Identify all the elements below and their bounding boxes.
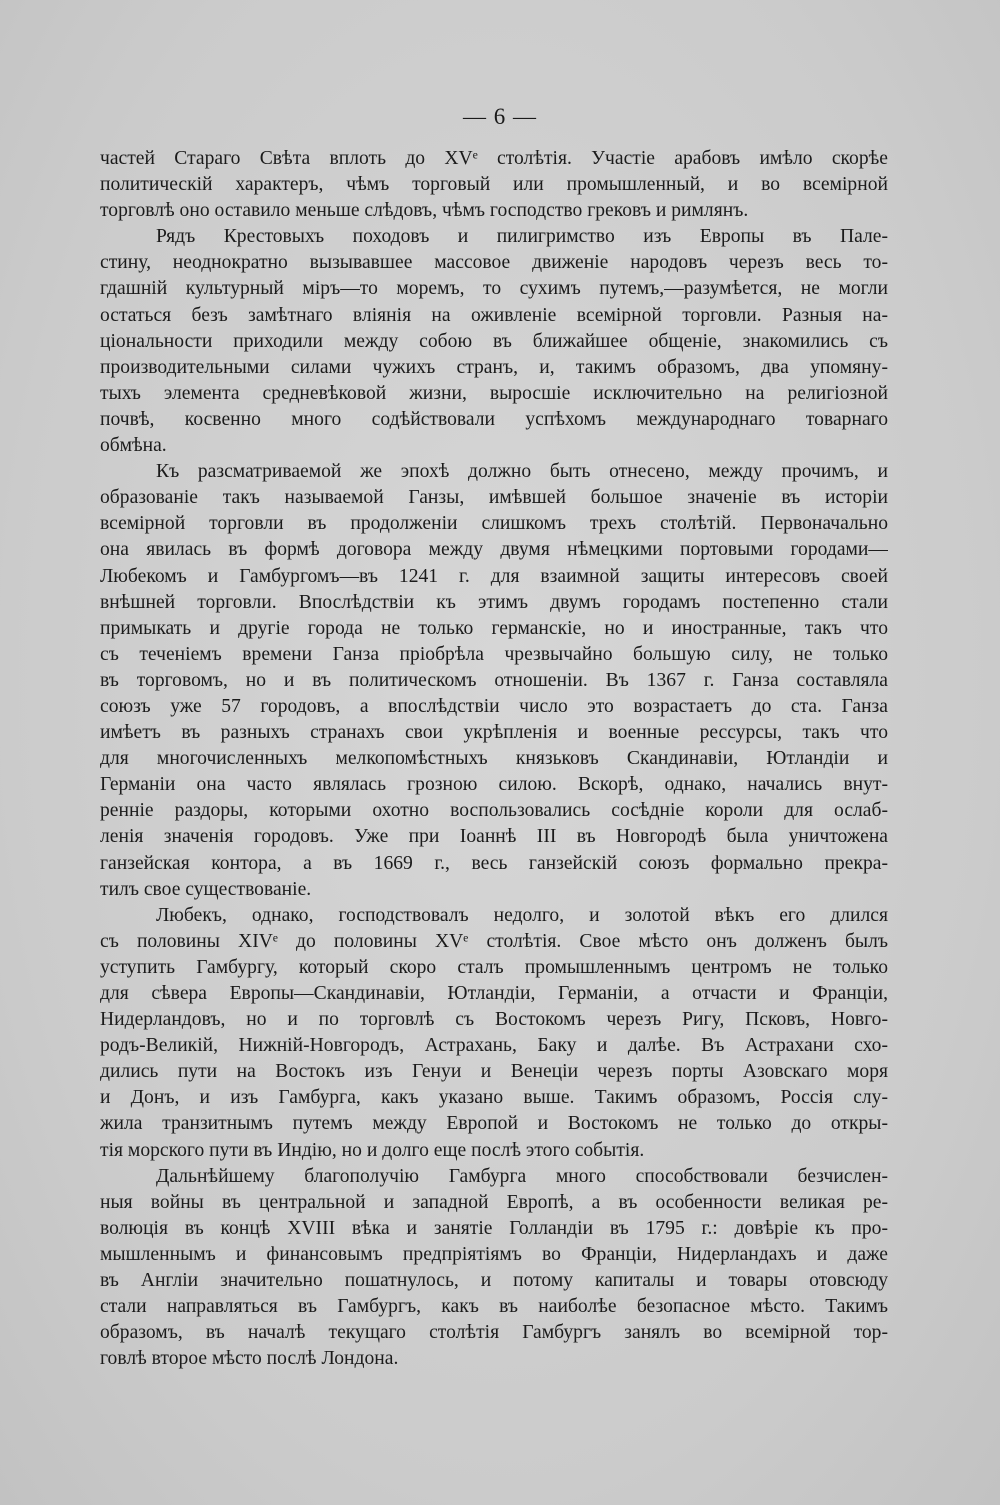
text-line: уступить Гамбургу, который скоро сталъ промышленнымъ центромъ не только — [100, 956, 888, 978]
text-line: внѣшней торговли. Впослѣдствіи къ этимъ двумъ городамъ постепенно стали — [100, 591, 888, 613]
text-line: союзъ уже 57 городовъ, а впослѣдствіи число это возрастаетъ до ста. Ганза — [100, 695, 888, 717]
text-line: стали направляться въ Гамбургъ, какъ въ наиболѣе безопасное мѣсто. Такимъ — [100, 1296, 888, 1318]
text-line: стину, неоднократно вызывавшее массовое движеніе народовъ черезъ весь то- — [100, 252, 888, 274]
text-line: производительными силами чужихъ странъ, и, такимъ образомъ, два упомяну- — [100, 356, 888, 378]
text-line: Рядъ Крестовыхъ походовъ и пилигримство изъ Европы въ Пале- — [156, 226, 888, 248]
text-line: торговлѣ оно оставило меньше слѣдовъ, чѣмъ господство грековъ и римлянъ. — [100, 200, 749, 222]
text-line: волюція въ концѣ XVIII вѣка и занятіе Голландіи въ 1795 г.: довѣріе къ про- — [100, 1217, 888, 1239]
text-line: остаться безъ замѣтнаго вліянія на оживленіе всемірной торговли. Разныя на- — [100, 304, 888, 326]
text-line: тыхъ элемента средневѣковой жизни, выросшіе исключительно на религіозной — [100, 382, 888, 404]
text-line: гдашній культурный міръ—то моремъ, то сухимъ путемъ,—разумѣется, не могли — [100, 278, 888, 300]
text-line: всемірной торговли въ продолженіи слишкомъ трехъ столѣтій. Первоначально — [100, 513, 888, 535]
text-line: ганзейская контора, а въ 1669 г., весь ганзейскій союзъ формально прекра- — [100, 852, 888, 874]
text-line: говлѣ второе мѣсто послѣ Лондона. — [100, 1348, 399, 1370]
text-line: для многочисленныхъ мелкопомѣстныхъ князьковъ Скандинавіи, Ютландіи и — [100, 748, 888, 770]
text-line: жила транзитнымъ путемъ между Европой и Востокомъ не только до откры- — [100, 1113, 888, 1135]
text-line: ренніе раздоры, которыми охотно воспользовались сосѣдніе короли для ослаб- — [100, 800, 888, 822]
text-line: Любекъ, однако, господствовалъ недолго, и золотой вѣкъ его длился — [156, 904, 888, 926]
text-line: образованіе такъ называемой Ганзы, имѣвшей большое значеніе въ исторіи — [100, 487, 888, 509]
text-line: Къ разсматриваемой же эпохѣ должно быть отнесено, между прочимъ, и — [156, 461, 888, 483]
text-line: съ теченіемъ времени Ганза пріобрѣла чрезвычайно большую силу, не только — [100, 643, 888, 665]
text-line: ленія значенія городовъ. Уже при Іоаннѣ III въ Новгородѣ была уничтожена — [100, 826, 888, 848]
body-text — [100, 146, 888, 1372]
text-line: и Донъ, и изъ Гамбурга, какъ указано выше. Такимъ образомъ, Россія слу- — [100, 1087, 888, 1109]
text-line: Дальнѣйшему благополучію Гамбурга много способствовали безчислен- — [156, 1165, 888, 1187]
text-line: въ торговомъ, но и въ политическомъ отношеніи. Въ 1367 г. Ганза составляла — [100, 669, 888, 691]
text-line: примыкать и другіе города не только германскіе, но и иностранные, такъ что — [100, 617, 888, 639]
text-line: ціональности приходили между собою въ ближайшее общеніе, знакомились съ — [100, 330, 888, 352]
text-line: почвѣ, косвенно много содѣйствовали успѣхомъ международнаго товарнаго — [100, 408, 888, 430]
text-line: образомъ, въ началѣ текущаго столѣтія Гамбургъ занялъ во всемірной тор- — [100, 1322, 888, 1344]
text-line: дились пути на Востокъ изъ Генуи и Венеціи черезъ порты Азовскаго моря — [100, 1061, 888, 1083]
text-line: имѣетъ въ разныхъ странахъ свои укрѣпленія и военные рессурсы, такъ что — [100, 722, 888, 744]
page-number: — 6 — — [463, 104, 537, 129]
text-line: для сѣвера Европы—Скандинавіи, Ютландіи, Германіи, а отчасти и Франціи, — [100, 983, 888, 1004]
text-line: въ Англіи значительно пошатнулось, и потому капиталы и товары отовсюду — [100, 1270, 888, 1292]
text-line: Нидерландовъ, но и по торговлѣ съ Востокомъ черезъ Ригу, Псковъ, Новго- — [100, 1009, 888, 1031]
text-line: она явилась въ формѣ договора между двумя нѣмецкими портовыми городами— — [100, 539, 888, 561]
text-line: Германіи она часто являлась грозною силою. Вскорѣ, однако, начались внут- — [100, 774, 888, 796]
text-line: Любекомъ и Гамбургомъ—въ 1241 г. для взаимной защиты интересовъ своей — [100, 565, 888, 587]
text-line: политическій характеръ, чѣмъ торговый или промышленный, и во всемірной — [100, 174, 888, 196]
text-line: обмѣна. — [100, 435, 167, 457]
text-line: съ половины XIVᵉ до половины XVᵉ столѣтія. Свое мѣсто онъ долженъ былъ — [100, 930, 888, 952]
text-line: родъ-Великій, Нижній-Новгородъ, Астрахань, Баку и далѣе. Въ Астрахани схо- — [100, 1035, 888, 1057]
text-line: тилъ свое существованіе. — [100, 878, 312, 900]
text-line: частей Стараго Свѣта вплоть до XVᵉ столѣтія. Участіе арабовъ имѣло скорѣе — [100, 148, 888, 169]
text-line: ныя войны въ центральной и западной Европѣ, а въ особенности великая ре- — [100, 1191, 888, 1213]
text-line: тія морского пути въ Индію, но и долго еще послѣ этого событія. — [100, 1139, 645, 1161]
text-line: мышленнымъ и финансовымъ предпріятіямъ во Франціи, Нидерландахъ и даже — [100, 1243, 888, 1265]
